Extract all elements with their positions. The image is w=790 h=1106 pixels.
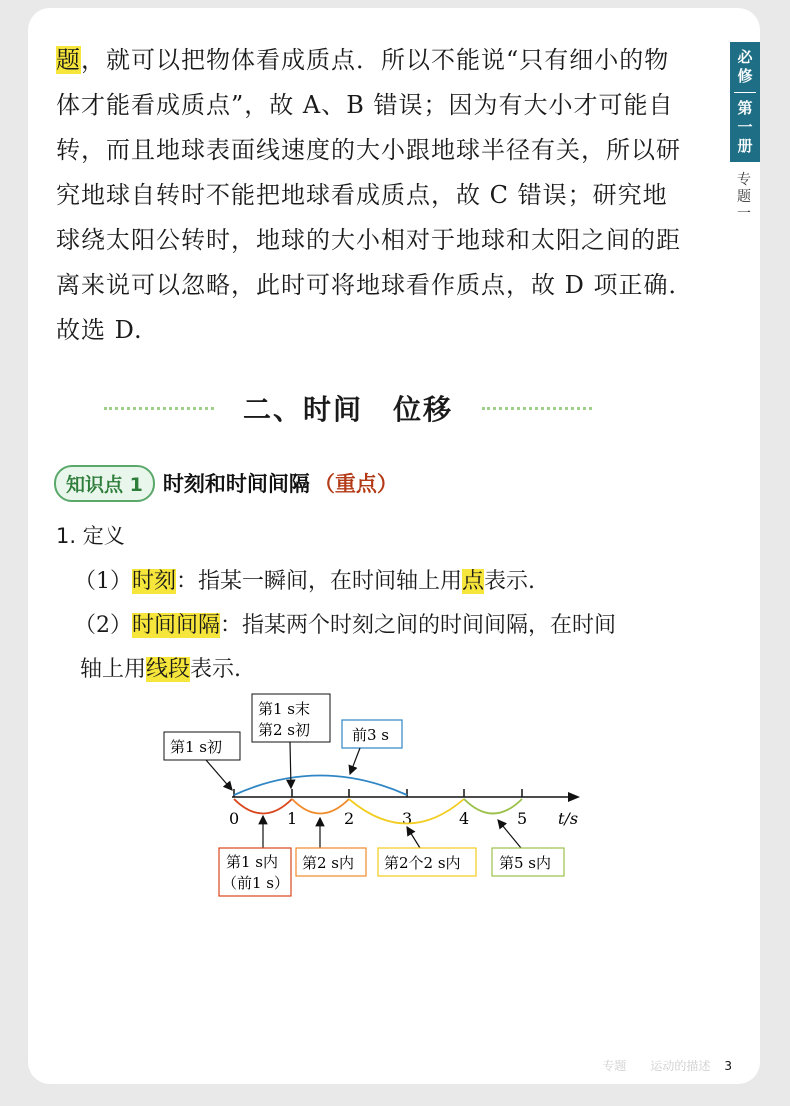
topic-char: 一 bbox=[737, 206, 751, 222]
topic-char: 专 bbox=[737, 172, 751, 188]
axis-arrow-icon bbox=[568, 792, 580, 802]
term-highlight: 时间间隔 bbox=[132, 613, 221, 638]
label-within-5s: 第5 s内 bbox=[499, 854, 552, 872]
knowledge-point-title: 时刻和时间间隔 bbox=[162, 472, 310, 496]
page-footer bbox=[602, 1057, 732, 1074]
paragraph-line: 球绕太阳公转时，地球的大小相对于地球和太阳之间的距 bbox=[56, 226, 681, 254]
footer-running-title: 专题 运动的描述 bbox=[602, 1059, 711, 1073]
definition-body bbox=[74, 560, 694, 692]
explanation-paragraph bbox=[56, 38, 696, 353]
tab-char: 第 bbox=[737, 99, 753, 117]
item-number: （2） bbox=[74, 613, 132, 638]
term-highlight: 时刻 bbox=[132, 569, 177, 594]
tick-label: 4 bbox=[459, 809, 470, 828]
paragraph-line: 究地球自转时不能把地球看成质点，故 C 错误；研究地 bbox=[56, 181, 668, 209]
axis-ticks bbox=[234, 789, 522, 797]
key-point-tag: （重点） bbox=[313, 472, 398, 496]
term-highlight: 线段 bbox=[146, 657, 191, 682]
second2-arc bbox=[292, 799, 349, 814]
definition-heading: 1. 定义 bbox=[56, 524, 125, 548]
dotted-divider bbox=[104, 407, 214, 410]
page bbox=[28, 8, 760, 1084]
definition-text: ：指某一瞬间，在时间轴上用 bbox=[176, 569, 463, 594]
axis-label: t/s bbox=[558, 809, 579, 828]
definition-text: 表示. bbox=[484, 569, 536, 594]
tab-char: 一 bbox=[737, 118, 753, 136]
section-heading bbox=[28, 388, 668, 428]
label-first-3s: 前3 s bbox=[352, 726, 390, 744]
page-number: 3 bbox=[724, 1059, 732, 1073]
paragraph-line: 体才能看成质点”，故 A、B 错误；因为有大小才可能自 bbox=[56, 91, 674, 119]
topic-char: 题 bbox=[737, 189, 751, 205]
paragraph-line: 转，而且地球表面线速度的大小跟地球半径有关，所以研 bbox=[56, 136, 681, 164]
label-start-of-1s: 第1 s初 bbox=[170, 738, 223, 756]
timeline-diagram bbox=[28, 688, 760, 928]
tab-divider bbox=[734, 92, 756, 93]
pointer-arrow bbox=[350, 748, 360, 774]
definition-text: ：指某两个时刻之间的时间间隔，在时间 bbox=[220, 613, 617, 638]
paragraph-line: 故选 D. bbox=[56, 316, 143, 344]
tick-label: 5 bbox=[517, 809, 528, 828]
label-start-of-2s: 第2 s初 bbox=[258, 721, 311, 739]
tick-label: 3 bbox=[402, 809, 413, 828]
label-within-1s: 第1 s内 bbox=[226, 853, 279, 871]
label-second-2s-interval: 第2个2 s内 bbox=[384, 854, 461, 872]
paragraph-line: 离来说可以忽略，此时可将地球看作质点，故 D 项正确． bbox=[56, 271, 694, 299]
definition-text: 表示. bbox=[190, 657, 242, 682]
paragraph-line: ，就可以把物体看成质点．所以不能说“只有细小的物 bbox=[81, 46, 670, 74]
pointer-arrow bbox=[407, 827, 420, 848]
second1-arc bbox=[234, 799, 292, 814]
section-title: 二、时间 位移 bbox=[242, 393, 453, 426]
tab-char: 修 bbox=[737, 67, 753, 85]
pointer-arrow bbox=[206, 760, 232, 790]
highlight-text: 题 bbox=[56, 46, 81, 74]
tab-char: 必 bbox=[737, 48, 753, 66]
tick-label: 2 bbox=[344, 809, 355, 828]
volume-tab[interactable] bbox=[730, 42, 760, 162]
term-highlight: 点 bbox=[462, 569, 485, 594]
tick-label: 1 bbox=[287, 809, 298, 828]
tick-label: 0 bbox=[229, 809, 240, 828]
knowledge-point-badge: 知识点 1 bbox=[54, 465, 155, 502]
dotted-divider bbox=[482, 407, 592, 410]
first3s-arc bbox=[234, 776, 407, 796]
item-number: （1） bbox=[74, 569, 132, 594]
label-within-2s: 第2 s内 bbox=[302, 854, 355, 872]
label-first-1s: （前1 s） bbox=[222, 874, 290, 892]
second5-arc bbox=[464, 799, 522, 814]
tab-char: 册 bbox=[737, 137, 753, 155]
label-end-of-1s: 第1 s末 bbox=[258, 700, 311, 718]
pointer-arrow bbox=[290, 742, 291, 788]
topic-tab[interactable] bbox=[734, 172, 754, 223]
knowledge-point-header bbox=[54, 466, 398, 500]
definition-text: 轴上用 bbox=[80, 657, 147, 682]
